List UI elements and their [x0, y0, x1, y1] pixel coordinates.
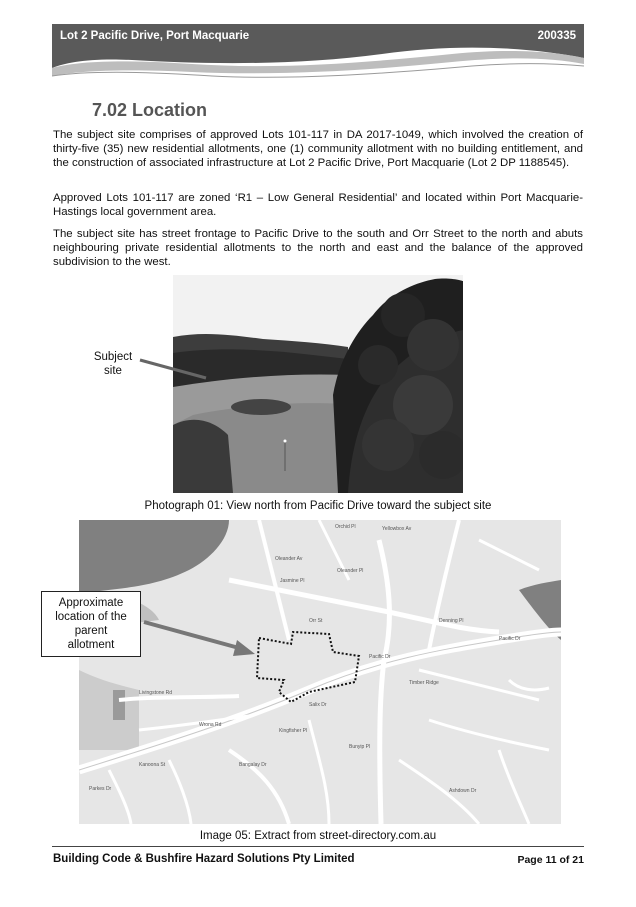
photo-caption: Photograph 01: View north from Pacific Drive toward the subject site — [144, 500, 492, 512]
map-street-label: Oleander Av — [275, 556, 303, 562]
footer-company: Building Code & Bushfire Hazard Solutions Pty Limited — [53, 853, 355, 865]
allotment-callout-line3: parent — [74, 625, 108, 637]
page-number: Page 11 of 21 — [517, 854, 584, 866]
allotment-callout-line1: Approximate — [58, 597, 124, 609]
map-street-label: Pacific Dr — [499, 636, 521, 642]
map-street-label: Wrona Rd — [199, 722, 222, 728]
map-street-label: Timber Ridge — [409, 680, 439, 686]
footer-divider — [52, 846, 584, 847]
map-street-label: Yellowbox Av — [382, 526, 412, 532]
allotment-callout-line4: allotment — [67, 639, 115, 651]
map-street-label: Kingfisher Pl — [279, 728, 308, 734]
allotment-callout-line2: location of the — [55, 611, 127, 623]
map-street-label: Ashdown Dr — [449, 788, 477, 794]
map-street-label: Denning Pl — [439, 618, 464, 624]
section-title: 7.02 Location — [92, 100, 208, 120]
header-banner — [52, 24, 584, 80]
subject-site-arrow — [138, 356, 213, 382]
paragraph-2: Approved Lots 101-117 are zoned ‘R1 – Low General Residential’ and located within Port Macquarie-Hastings local government area. — [53, 192, 583, 218]
header-reference: 200335 — [537, 30, 576, 42]
subject-site-callout — [84, 350, 142, 378]
subject-callout-line2: site — [104, 365, 122, 377]
map-street-label: Oleander Pl — [337, 568, 364, 574]
header-title: Lot 2 Pacific Drive, Port Macquarie — [60, 30, 250, 42]
map-street-label: Bunyip Pl — [349, 744, 371, 750]
map-street-label: Kanoona St — [139, 762, 166, 768]
paragraph-1: The subject site comprises of approved Lots 101-117 in DA 2017-1049, which involved the creation of thirty-five (35) new residential allotments, one (1) community allotment with no building entitlement, and the construction of associated infrastructure at Lot 2 Pacific Drive, Port Macquarie (Lot 2 DP 1188545). — [53, 129, 583, 169]
subject-callout-line1: Subject — [93, 351, 133, 363]
site-photograph — [173, 275, 463, 493]
map-street-label: Orchid Pl — [335, 524, 356, 530]
paragraph-3: The subject site has street frontage to Pacific Drive to the south and Orr Street to the north and abuts neighbouring private residential allotments to the north and east and the balance of the approved subdivision to the west. — [53, 228, 583, 268]
allotment-callout — [41, 591, 141, 657]
map-street-label: Parkes Dr — [89, 786, 112, 792]
street-map — [79, 520, 561, 824]
map-caption: Image 05: Extract from street-directory.com.au — [199, 830, 437, 842]
map-street-label: Orr St — [309, 618, 323, 624]
map-street-label: Bangalay Dr — [239, 762, 267, 768]
map-street-label: Livingstone Rd — [139, 690, 173, 696]
map-street-label: Jasmine Pl — [280, 578, 305, 584]
map-street-label: Pacific Dr — [369, 654, 391, 660]
map-street-label: Salix Dr — [309, 702, 327, 708]
